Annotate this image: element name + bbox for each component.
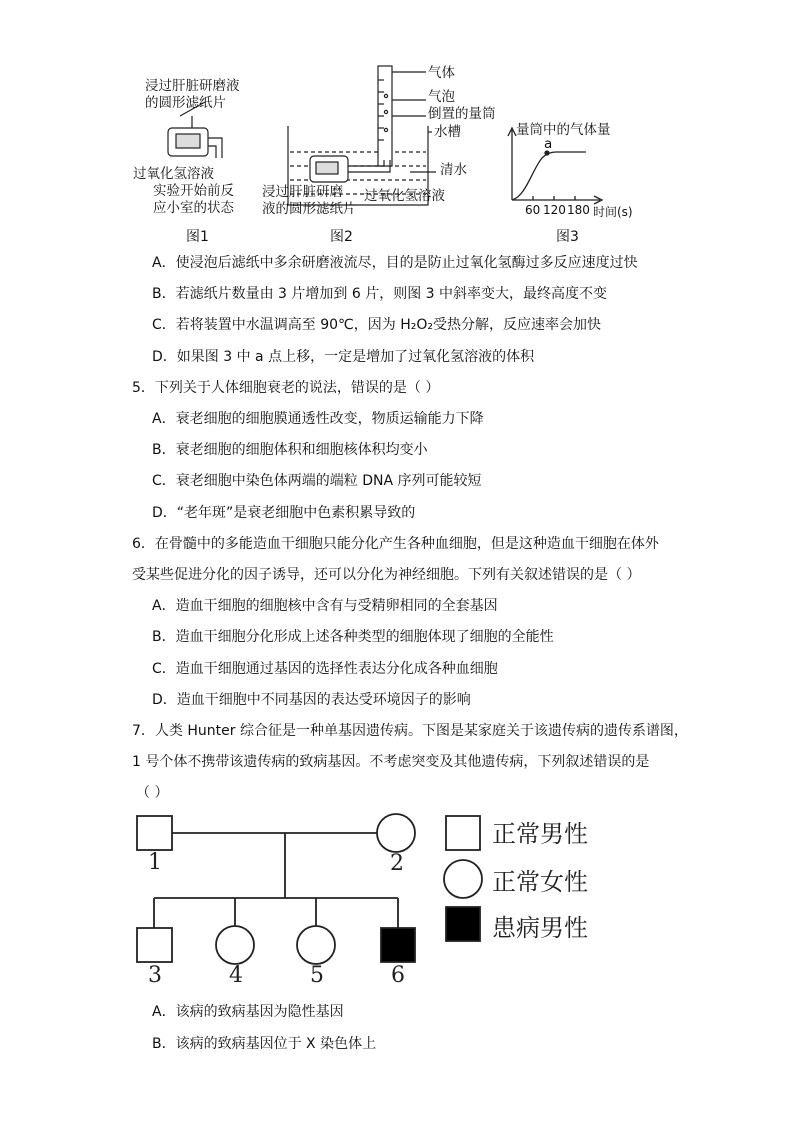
- individual-1-number: 1: [148, 850, 162, 875]
- q7-stem-3: （ ）: [136, 785, 169, 801]
- fig3-xtick-180: 180: [567, 203, 590, 217]
- legend-affected-male-symbol: [446, 907, 480, 941]
- q5-stem: 5．下列关于人体细胞衰老的说法，错误的是（ ）: [132, 380, 440, 396]
- fig2-label-water: 清水: [440, 162, 467, 178]
- fig2-label-gas: 气体: [428, 65, 455, 81]
- fig3-xtick-120: 120: [543, 203, 566, 217]
- figure-strip: [0, 0, 794, 250]
- individual-1-symbol: [137, 816, 172, 850]
- q4-option-d: D．如果图 3 中 a 点上移，一定是增加了过氧化氢溶液的体积: [152, 349, 535, 365]
- fig3-ylabel: 量筒中的气体量: [516, 122, 611, 138]
- q5-option-b: B．衰老细胞的细胞体积和细胞核体积均变小: [152, 442, 428, 458]
- fig3-caption: 图3: [556, 229, 579, 245]
- individual-3-symbol: [137, 928, 172, 962]
- individual-5-symbol: [297, 926, 335, 964]
- q5-option-a: A．衰老细胞的细胞膜通透性改变，物质运输能力下降: [152, 411, 484, 427]
- individual-2-symbol: [377, 814, 415, 852]
- fig3-xlabel: 时间(s): [593, 205, 633, 219]
- q7-option-a: A．该病的致病基因为隐性基因: [152, 1004, 344, 1020]
- fig3-graph: [508, 128, 602, 204]
- individual-3-number: 3: [148, 963, 162, 988]
- legend-affected-male-label: 患病男性: [492, 914, 588, 942]
- fig1-label-bottom-2: 实验开始前反: [153, 183, 234, 199]
- fig2-caption: 图2: [330, 229, 353, 245]
- fig2-label-cylinder: 倒置的量筒: [428, 106, 496, 122]
- fig1-caption: 图1: [186, 229, 209, 245]
- legend-normal-female-label: 正常女性: [492, 868, 588, 896]
- q7-option-b: B．该病的致病基因位于 X 染色体上: [152, 1036, 377, 1052]
- fig1-label-bottom-1: 过氧化氢溶液: [133, 166, 214, 182]
- individual-4-symbol: [216, 926, 254, 964]
- legend-normal-male-symbol: [446, 816, 480, 850]
- q4-option-c: C．若将装置中水温调高至 90℃，因为 H₂O₂受热分解，反应速率会加快: [152, 317, 601, 333]
- q6-option-c: C．造血干细胞通过基因的选择性表达分化成各种血细胞: [152, 661, 498, 677]
- q7-stem-1: 7．人类 Hunter 综合征是一种单基因遗传病。下图是某家庭关于该遗传病的遗传系谱图，: [132, 723, 688, 739]
- fig1-label-bottom-3: 应小室的状态: [153, 200, 234, 216]
- individual-2-number: 2: [390, 851, 404, 876]
- fig1-label-top-2: 的圆形滤纸片: [145, 95, 226, 111]
- individual-5-number: 5: [310, 963, 324, 988]
- fig3-xtick-60: 60: [525, 203, 541, 217]
- fig3-point-label: a: [544, 136, 553, 152]
- q6-option-a: A．造血干细胞的细胞核中含有与受精卵相同的全套基因: [152, 598, 498, 614]
- legend-normal-male-label: 正常男性: [492, 820, 588, 848]
- figure-drawings: [0, 0, 794, 250]
- q6-option-b: B．造血干细胞分化形成上述各种类型的细胞体现了细胞的全能性: [152, 629, 554, 645]
- individual-6-number: 6: [391, 963, 405, 988]
- pedigree-chart: [0, 800, 794, 1000]
- q6-stem-1: 6．在骨髓中的多能造血干细胞只能分化产生各种血细胞，但是这种造血干细胞在体外: [132, 536, 659, 552]
- q4-option-b: B．若滤纸片数量由 3 片增加到 6 片，则图 3 中斜率变大，最终高度不变: [152, 286, 608, 302]
- fig2-label-bottom-left-2: 液的圆形滤纸片: [262, 201, 357, 217]
- fig2-label-bottom-left-1: 浸过肝脏研磨: [262, 184, 343, 200]
- fig2-label-bubbles: 气泡: [428, 89, 455, 105]
- individual-6-symbol: [381, 928, 415, 962]
- q4-option-a: A．使浸泡后滤纸中多余研磨液流尽，目的是防止过氧化氢酶过多反应速度过快: [152, 255, 638, 271]
- fig2-label-bottom-right: 过氧化氢溶液: [364, 188, 445, 204]
- individual-4-number: 4: [229, 963, 243, 988]
- fig1-label-top-1: 浸过肝脏研磨液: [145, 78, 240, 94]
- fig2-label-trough: 水槽: [434, 124, 461, 140]
- q6-option-d: D．造血干细胞中不同基因的表达受环境因子的影响: [152, 692, 471, 708]
- q7-stem-2: 1 号个体不携带该遗传病的致病基因。不考虑突变及其他遗传病，下列叙述错误的是: [132, 754, 650, 770]
- q5-option-c: C．衰老细胞中染色体两端的端粒 DNA 序列可能较短: [152, 473, 482, 489]
- legend-normal-female-symbol: [444, 860, 482, 898]
- q5-option-d: D．“老年斑”是衰老细胞中色素积累导致的: [152, 505, 416, 521]
- q6-stem-2: 受某些促进分化的因子诱导，还可以分化为神经细胞。下列有关叙述错误的是（ ）: [132, 567, 641, 583]
